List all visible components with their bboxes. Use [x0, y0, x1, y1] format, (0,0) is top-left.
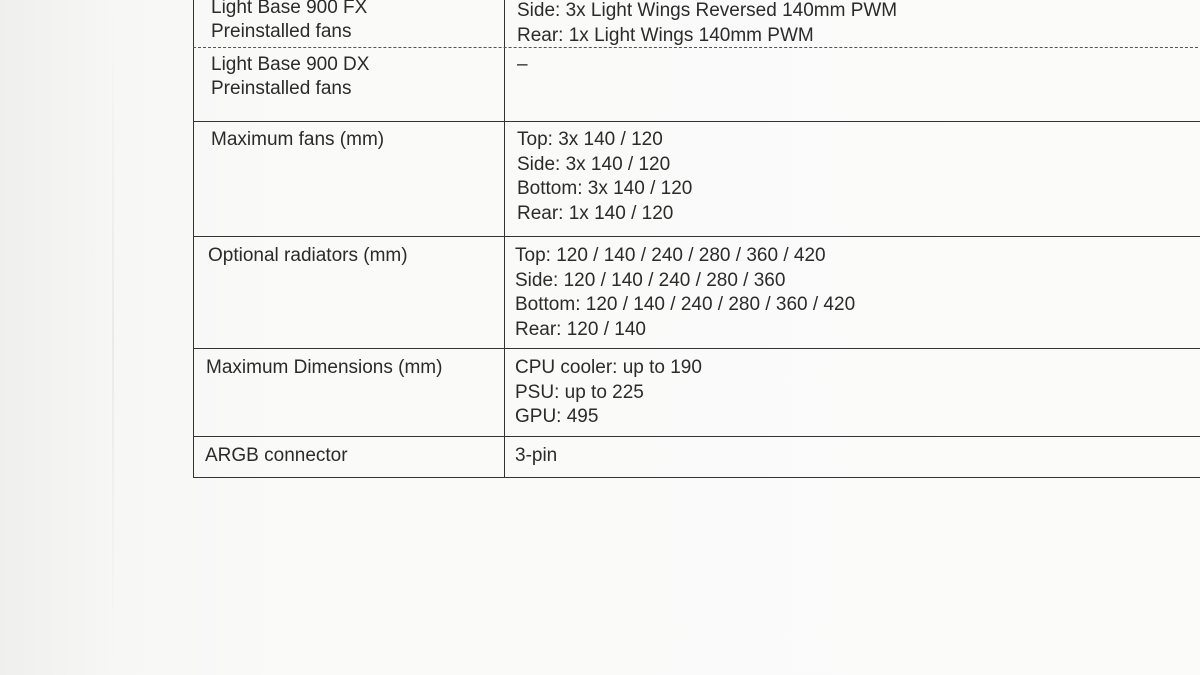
row-label	[193, 0, 505, 47]
spec-table	[193, 0, 1200, 478]
row-label	[193, 122, 505, 236]
table-row-max-fans	[193, 122, 1200, 237]
value-line: Side: 3x 140 / 120	[517, 153, 671, 175]
value-line: Top: 120 / 140 / 240 / 280 / 360 / 420	[515, 245, 826, 266]
value-line: Top: 3x 140 / 120	[517, 129, 663, 150]
value-line: Rear: 1x Light Wings 140mm PWM	[517, 24, 814, 46]
row-value	[505, 349, 1200, 436]
table-row-dx-fans	[193, 48, 1200, 122]
value-line: Side: 3x Light Wings Reversed 140mm PWM	[517, 0, 898, 21]
row-label	[193, 48, 505, 121]
value-line: Side: 120 / 140 / 240 / 280 / 360	[515, 269, 786, 291]
value-line: GPU: 495	[515, 406, 599, 427]
table-row-argb	[193, 437, 1200, 478]
label-line: ARGB connector	[205, 445, 348, 466]
value-line: 3-pin	[515, 445, 558, 466]
row-value	[505, 0, 1200, 47]
row-value	[505, 122, 1200, 236]
label-line: Preinstalled fans	[211, 21, 352, 42]
row-value	[505, 437, 1200, 477]
row-label	[193, 237, 505, 348]
row-value	[505, 237, 1200, 348]
page-fold-shadow	[112, 0, 114, 675]
value-line: Rear: 1x 140 / 120	[517, 202, 674, 224]
row-value	[505, 48, 1200, 121]
value-line: Bottom: 3x 140 / 120	[517, 178, 693, 199]
label-line: Preinstalled fans	[211, 78, 352, 99]
value-line: –	[517, 54, 528, 75]
label-line: Light Base 900 DX	[211, 54, 370, 75]
label-line: Optional radiators (mm)	[208, 245, 408, 266]
row-label	[193, 437, 505, 477]
label-line: Maximum fans (mm)	[211, 129, 385, 150]
label-line: Light Base 900 FX	[211, 0, 368, 18]
label-line: Maximum Dimensions (mm)	[206, 357, 443, 378]
row-label	[193, 349, 505, 436]
value-line: CPU cooler: up to 190	[515, 357, 702, 378]
table-row-radiators	[193, 237, 1200, 349]
table-row-max-dimensions	[193, 349, 1200, 437]
value-line: Rear: 120 / 140	[515, 318, 646, 340]
value-line: PSU: up to 225	[515, 381, 644, 403]
table-row-fx-fans	[193, 0, 1200, 48]
value-line: Bottom: 120 / 140 / 240 / 280 / 360 / 420	[515, 294, 856, 315]
